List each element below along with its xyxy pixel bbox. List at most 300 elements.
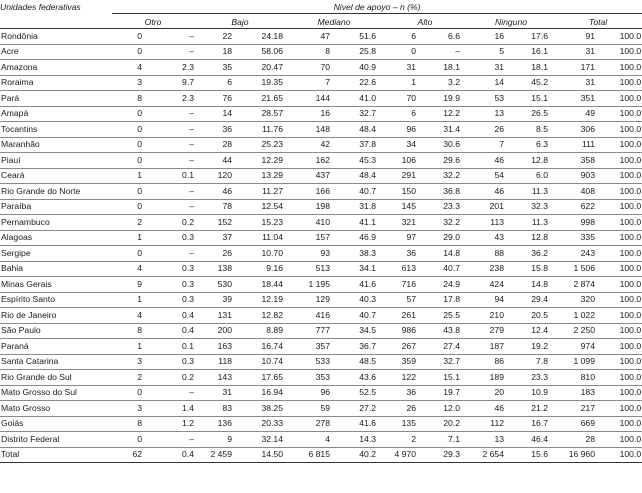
percent-cell: 45.3 (338, 153, 382, 169)
percent-cell: 58.06 (240, 44, 286, 60)
table-row (0, 60, 642, 76)
percent-cell: 17.8 (424, 292, 468, 308)
percent-cell: 23.3 (424, 199, 468, 215)
count-cell: 31 (554, 75, 600, 91)
percent-cell: 100.0 (600, 168, 642, 184)
count-cell: 8 (286, 44, 338, 60)
percent-cell: 15.6 (510, 447, 554, 463)
percent-cell: 100.0 (600, 261, 642, 277)
state-name-cell: Rio Grande do Norte (0, 184, 112, 200)
percent-cell: 48.5 (338, 354, 382, 370)
count-cell: 261 (382, 308, 424, 324)
state-name-cell: Paraíba (0, 199, 112, 215)
count-cell: 96 (286, 385, 338, 401)
percent-cell: 0.1 (150, 168, 194, 184)
percent-cell: 100.0 (600, 354, 642, 370)
percent-cell: – (150, 432, 194, 448)
percent-cell: 21.65 (240, 91, 286, 107)
percent-cell: 32.7 (338, 106, 382, 122)
count-cell: 86 (468, 354, 510, 370)
percent-cell: 100.0 (600, 60, 642, 76)
percent-cell: 0.4 (150, 447, 194, 463)
state-name-cell: Ceará (0, 168, 112, 184)
percent-cell: 100.0 (600, 153, 642, 169)
count-cell: 2 459 (194, 447, 240, 463)
percent-cell: 29.4 (510, 292, 554, 308)
percent-cell: 100.0 (600, 339, 642, 355)
count-cell: 278 (286, 416, 338, 432)
state-name-cell: Mato Grosso (0, 401, 112, 417)
percent-cell: 30.6 (424, 137, 468, 153)
count-cell: 0 (112, 246, 150, 262)
state-name-cell: Amazona (0, 60, 112, 76)
percent-cell: 34.5 (338, 323, 382, 339)
count-cell: 279 (468, 323, 510, 339)
count-cell: 408 (554, 184, 600, 200)
state-name-cell: Sergipe (0, 246, 112, 262)
percent-cell: 19.7 (424, 385, 468, 401)
percent-cell: 41.6 (338, 277, 382, 293)
table-row (0, 385, 642, 401)
count-cell: 31 (382, 60, 424, 76)
count-cell: 4 970 (382, 447, 424, 463)
count-cell: 669 (554, 416, 600, 432)
state-name-cell: Bahia (0, 261, 112, 277)
percent-cell: 0.4 (150, 323, 194, 339)
count-cell: 42 (286, 137, 338, 153)
count-cell: 267 (382, 339, 424, 355)
state-name-cell: Piauí (0, 153, 112, 169)
percent-cell: 38.25 (240, 401, 286, 417)
percent-cell: 100.0 (600, 432, 642, 448)
percent-cell: 2.3 (150, 60, 194, 76)
table-row (0, 91, 642, 107)
count-cell: 200 (194, 323, 240, 339)
count-cell: 148 (286, 122, 338, 138)
percent-cell: – (150, 199, 194, 215)
count-cell: 7 (468, 137, 510, 153)
count-cell: 1 (112, 339, 150, 355)
percent-cell: 46.9 (338, 230, 382, 246)
count-cell: 46 (468, 401, 510, 417)
count-cell: 716 (382, 277, 424, 293)
count-cell: 0 (112, 385, 150, 401)
count-cell: 78 (194, 199, 240, 215)
percent-cell: 29.6 (424, 153, 468, 169)
percent-cell: 11.27 (240, 184, 286, 200)
count-cell: 26 (468, 122, 510, 138)
count-cell: 83 (194, 401, 240, 417)
count-cell: 358 (554, 153, 600, 169)
percent-cell: 20.47 (240, 60, 286, 76)
count-cell: 6 (382, 106, 424, 122)
percent-cell: 20.33 (240, 416, 286, 432)
percent-cell: 12.4 (510, 323, 554, 339)
table-body (0, 29, 642, 463)
count-cell: 31 (194, 385, 240, 401)
percent-cell: 25.8 (338, 44, 382, 60)
count-cell: 46 (468, 184, 510, 200)
table-row (0, 323, 642, 339)
count-cell: 150 (382, 184, 424, 200)
percent-cell: 19.9 (424, 91, 468, 107)
count-cell: 187 (468, 339, 510, 355)
count-cell: 4 (112, 60, 150, 76)
percent-cell: 29.0 (424, 230, 468, 246)
count-cell: 152 (194, 215, 240, 231)
percent-cell: 12.54 (240, 199, 286, 215)
count-cell: 513 (286, 261, 338, 277)
percent-cell: 1.2 (150, 416, 194, 432)
count-cell: 533 (286, 354, 338, 370)
percent-cell: 100.0 (600, 277, 642, 293)
count-cell: 163 (194, 339, 240, 355)
count-cell: 903 (554, 168, 600, 184)
percent-cell: 45.2 (510, 75, 554, 91)
percent-cell: 12.19 (240, 292, 286, 308)
percent-cell: – (150, 153, 194, 169)
percent-cell: 17.65 (240, 370, 286, 386)
table-row (0, 230, 642, 246)
percent-cell: 40.7 (424, 261, 468, 277)
count-cell: 16 (286, 106, 338, 122)
percent-cell: 9.16 (240, 261, 286, 277)
count-cell: 135 (382, 416, 424, 432)
count-cell: 1 506 (554, 261, 600, 277)
percent-cell: 6.6 (424, 29, 468, 45)
percent-cell: 8.89 (240, 323, 286, 339)
count-cell: 320 (554, 292, 600, 308)
table-row (0, 308, 642, 324)
state-name-cell: Distrito Federal (0, 432, 112, 448)
count-cell: 6 815 (286, 447, 338, 463)
percent-cell: 100.0 (600, 215, 642, 231)
percent-cell: 18.44 (240, 277, 286, 293)
percent-cell: – (150, 106, 194, 122)
percent-cell: 24.18 (240, 29, 286, 45)
count-cell: 39 (194, 292, 240, 308)
count-cell: 291 (382, 168, 424, 184)
percent-cell: 100.0 (600, 323, 642, 339)
count-cell: 14 (194, 106, 240, 122)
percent-cell: 10.74 (240, 354, 286, 370)
column-header-bajo: Bajo (194, 14, 286, 29)
percent-cell: 16.74 (240, 339, 286, 355)
count-cell: 143 (194, 370, 240, 386)
column-header-otro: Otro (112, 14, 194, 29)
count-cell: 4 (112, 308, 150, 324)
count-cell: 183 (554, 385, 600, 401)
support-level-group-header: Nivel de apoyo – n (%) (112, 0, 642, 14)
count-cell: 70 (382, 91, 424, 107)
state-name-cell: Santa Catarina (0, 354, 112, 370)
column-header-total: Total (554, 14, 642, 29)
count-cell: 0 (112, 153, 150, 169)
percent-cell: 6.3 (510, 137, 554, 153)
percent-cell: 11.3 (510, 184, 554, 200)
count-cell: 0 (112, 122, 150, 138)
percent-cell: 19.35 (240, 75, 286, 91)
count-cell: 18 (194, 44, 240, 60)
state-name-cell: São Paulo (0, 323, 112, 339)
percent-cell: 3.2 (424, 75, 468, 91)
percent-cell: 0.1 (150, 339, 194, 355)
uf-column-header: Unidades federativas (0, 0, 112, 29)
percent-cell: 0.3 (150, 354, 194, 370)
state-name-cell: Amapá (0, 106, 112, 122)
percent-cell: 100.0 (600, 199, 642, 215)
count-cell: 777 (286, 323, 338, 339)
table-row (0, 153, 642, 169)
percent-cell: 34.1 (338, 261, 382, 277)
count-cell: 1 022 (554, 308, 600, 324)
percent-cell: 20.2 (424, 416, 468, 432)
table-row (0, 122, 642, 138)
count-cell: 0 (112, 44, 150, 60)
percent-cell: 15.1 (510, 91, 554, 107)
count-cell: 57 (382, 292, 424, 308)
percent-cell: 100.0 (600, 416, 642, 432)
table-row (0, 292, 642, 308)
percent-cell: 2.3 (150, 91, 194, 107)
count-cell: 7 (286, 75, 338, 91)
count-cell: 37 (194, 230, 240, 246)
count-cell: 112 (468, 416, 510, 432)
count-cell: 189 (468, 370, 510, 386)
count-cell: 8 (112, 91, 150, 107)
count-cell: 106 (382, 153, 424, 169)
percent-cell: 100.0 (600, 184, 642, 200)
percent-cell: 13.29 (240, 168, 286, 184)
percent-cell: 12.29 (240, 153, 286, 169)
percent-cell: 40.7 (338, 184, 382, 200)
percent-cell: 17.6 (510, 29, 554, 45)
count-cell: 351 (554, 91, 600, 107)
count-cell: 131 (194, 308, 240, 324)
count-cell: 62 (112, 447, 150, 463)
count-cell: 0 (112, 199, 150, 215)
percent-cell: 12.8 (510, 230, 554, 246)
count-cell: 0 (382, 44, 424, 60)
percent-cell: 32.2 (424, 168, 468, 184)
column-header-ninguno: Ninguno (468, 14, 554, 29)
state-name-cell: Rio de Janeiro (0, 308, 112, 324)
count-cell: 88 (468, 246, 510, 262)
percent-cell: 0.2 (150, 215, 194, 231)
percent-cell: 100.0 (600, 292, 642, 308)
table-row (0, 168, 642, 184)
percent-cell: 0.3 (150, 261, 194, 277)
state-name-cell: Total (0, 447, 112, 463)
percent-cell: 7.8 (510, 354, 554, 370)
count-cell: 113 (468, 215, 510, 231)
percent-cell: 27.4 (424, 339, 468, 355)
count-cell: 1 (112, 168, 150, 184)
count-cell: 14 (468, 75, 510, 91)
percent-cell: 36.8 (424, 184, 468, 200)
count-cell: 4 (112, 261, 150, 277)
percent-cell: 36.2 (510, 246, 554, 262)
percent-cell: 40.7 (338, 308, 382, 324)
percent-cell: 11.3 (510, 215, 554, 231)
percent-cell: 43.8 (424, 323, 468, 339)
percent-cell: 32.3 (510, 199, 554, 215)
count-cell: 49 (554, 106, 600, 122)
count-cell: 986 (382, 323, 424, 339)
table-row (0, 261, 642, 277)
count-cell: 810 (554, 370, 600, 386)
count-cell: 0 (112, 137, 150, 153)
percent-cell: 0.3 (150, 277, 194, 293)
percent-cell: 36.7 (338, 339, 382, 355)
percent-cell: 40.9 (338, 60, 382, 76)
table-row (0, 75, 642, 91)
percent-cell: 25.5 (424, 308, 468, 324)
percent-cell: 12.2 (424, 106, 468, 122)
percent-cell: – (150, 246, 194, 262)
count-cell: 238 (468, 261, 510, 277)
table-row (0, 246, 642, 262)
count-cell: 1 (382, 75, 424, 91)
percent-cell: 20.5 (510, 308, 554, 324)
percent-cell: 10.70 (240, 246, 286, 262)
count-cell: 217 (554, 401, 600, 417)
count-cell: 144 (286, 91, 338, 107)
percent-cell: 100.0 (600, 137, 642, 153)
count-cell: 424 (468, 277, 510, 293)
count-cell: 2 250 (554, 323, 600, 339)
percent-cell: 100.0 (600, 44, 642, 60)
state-name-cell: Maranhão (0, 137, 112, 153)
percent-cell: 41.6 (338, 416, 382, 432)
percent-cell: 28.57 (240, 106, 286, 122)
percent-cell: 0.2 (150, 370, 194, 386)
count-cell: 998 (554, 215, 600, 231)
percent-cell: 25.23 (240, 137, 286, 153)
count-cell: 36 (382, 246, 424, 262)
count-cell: 54 (468, 168, 510, 184)
count-cell: 46 (194, 184, 240, 200)
count-cell: 157 (286, 230, 338, 246)
percent-cell: 100.0 (600, 308, 642, 324)
count-cell: 2 (112, 370, 150, 386)
count-cell: 46 (468, 153, 510, 169)
column-header-mediano: Mediano (286, 14, 382, 29)
count-cell: 335 (554, 230, 600, 246)
percent-cell: 15.23 (240, 215, 286, 231)
count-cell: 16 960 (554, 447, 600, 463)
state-name-cell: Alagoas (0, 230, 112, 246)
count-cell: 26 (382, 401, 424, 417)
percent-cell: 48.4 (338, 122, 382, 138)
count-cell: 162 (286, 153, 338, 169)
table-row (0, 370, 642, 386)
count-cell: 36 (194, 122, 240, 138)
count-cell: 9 (194, 432, 240, 448)
percent-cell: 14.8 (424, 246, 468, 262)
percent-cell: 100.0 (600, 75, 642, 91)
percent-cell: 41.1 (338, 215, 382, 231)
table-row (0, 29, 642, 45)
table-row (0, 401, 642, 417)
count-cell: 145 (382, 199, 424, 215)
count-cell: 9 (112, 277, 150, 293)
percent-cell: 46.4 (510, 432, 554, 448)
count-cell: 93 (286, 246, 338, 262)
count-cell: 359 (382, 354, 424, 370)
percent-cell: 100.0 (600, 91, 642, 107)
table-row (0, 215, 642, 231)
percent-cell: 27.2 (338, 401, 382, 417)
count-cell: 97 (382, 230, 424, 246)
percent-cell: 26.5 (510, 106, 554, 122)
percent-cell: 41.0 (338, 91, 382, 107)
count-cell: 201 (468, 199, 510, 215)
count-cell: 243 (554, 246, 600, 262)
percent-cell: 51.6 (338, 29, 382, 45)
percent-cell: 100.0 (600, 385, 642, 401)
count-cell: 1 (112, 230, 150, 246)
percent-cell: 31.8 (338, 199, 382, 215)
table-row (0, 432, 642, 448)
count-cell: 22 (194, 29, 240, 45)
count-cell: 20 (468, 385, 510, 401)
count-cell: 5 (468, 44, 510, 60)
count-cell: 6 (382, 29, 424, 45)
count-cell: 118 (194, 354, 240, 370)
count-cell: 31 (468, 60, 510, 76)
table-row (0, 184, 642, 200)
count-cell: 138 (194, 261, 240, 277)
count-cell: 28 (194, 137, 240, 153)
count-cell: 44 (194, 153, 240, 169)
percent-cell: – (424, 44, 468, 60)
count-cell: 1 (112, 292, 150, 308)
percent-cell: 32.14 (240, 432, 286, 448)
percent-cell: 15.8 (510, 261, 554, 277)
percent-cell: – (150, 29, 194, 45)
percent-cell: 37.8 (338, 137, 382, 153)
table-row (0, 137, 642, 153)
percent-cell: 18.1 (510, 60, 554, 76)
count-cell: 437 (286, 168, 338, 184)
count-cell: 321 (382, 215, 424, 231)
percent-cell: 24.9 (424, 277, 468, 293)
table-row (0, 277, 642, 293)
count-cell: 2 874 (554, 277, 600, 293)
percent-cell: 40.3 (338, 292, 382, 308)
table-row (0, 416, 642, 432)
percent-cell: 12.82 (240, 308, 286, 324)
state-name-cell: Paraná (0, 339, 112, 355)
percent-cell: 12.0 (424, 401, 468, 417)
percent-cell: – (150, 184, 194, 200)
percent-cell: 22.6 (338, 75, 382, 91)
percent-cell: 14.3 (338, 432, 382, 448)
percent-cell: 32.2 (424, 215, 468, 231)
percent-cell: 100.0 (600, 29, 642, 45)
percent-cell: 10.9 (510, 385, 554, 401)
percent-cell: 21.2 (510, 401, 554, 417)
percent-cell: 16.94 (240, 385, 286, 401)
percent-cell: 15.1 (424, 370, 468, 386)
count-cell: 8 (112, 416, 150, 432)
percent-cell: 16.7 (510, 416, 554, 432)
count-cell: 59 (286, 401, 338, 417)
state-name-cell: Rondônia (0, 29, 112, 45)
percent-cell: 48.4 (338, 168, 382, 184)
count-cell: 613 (382, 261, 424, 277)
